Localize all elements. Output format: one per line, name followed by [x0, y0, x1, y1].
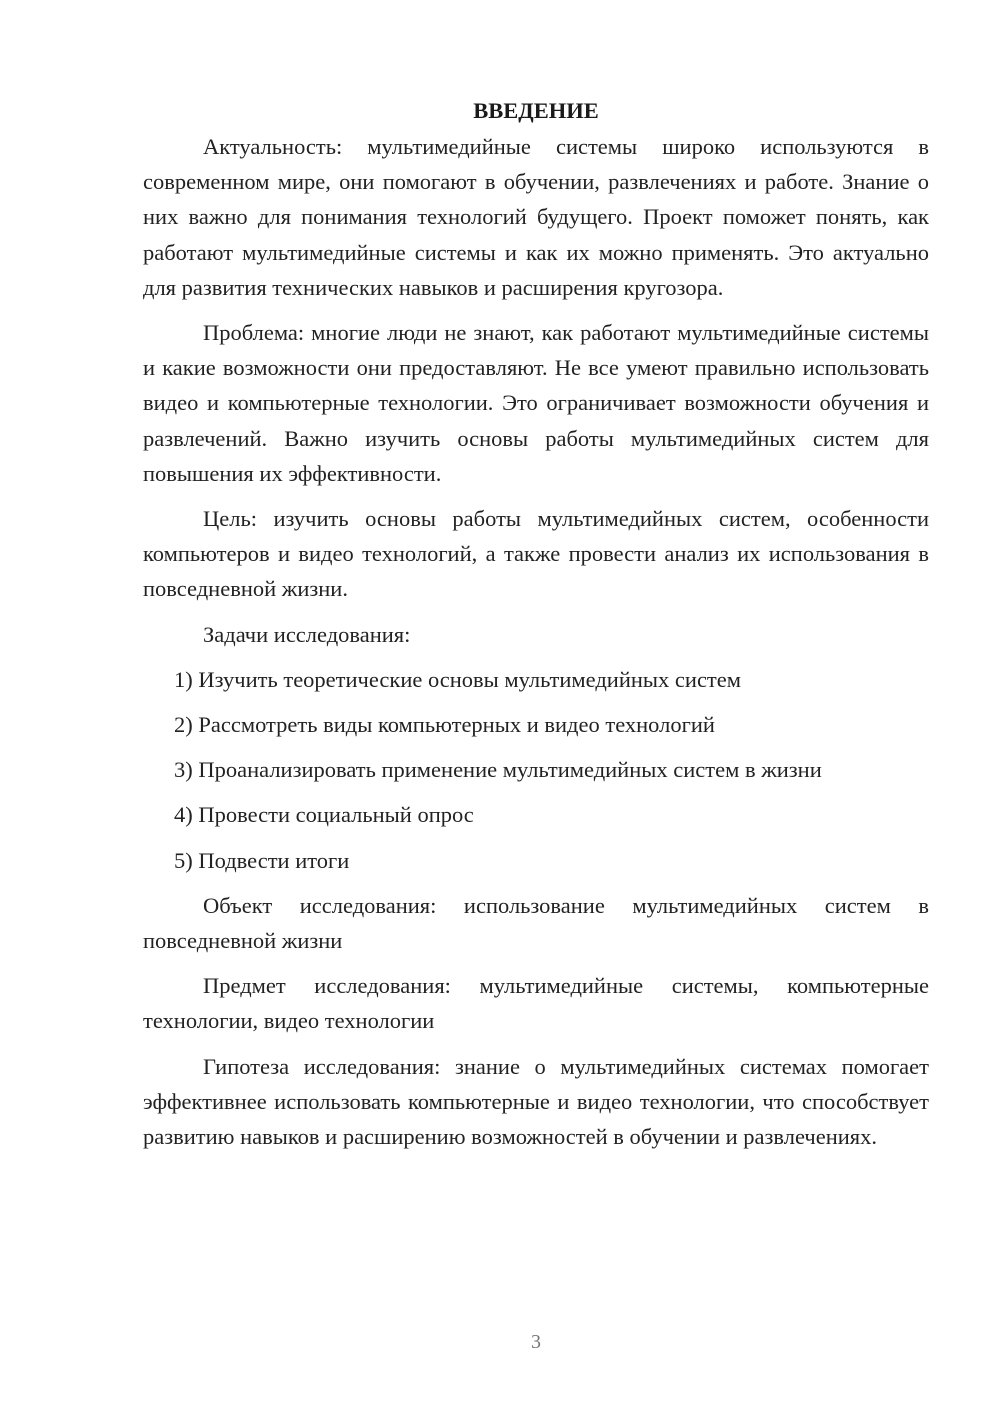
- tasks-list: [143, 662, 929, 878]
- paragraph-relevance: Актуальность: мультимедийные системы широко используются в современном мире, они помогают в обучении, развлечениях и работе. Знание о них важно для понимания технологий будущего. Проект поможет понять, как работают мультимедийные системы и как их можно применять. Это актуально для развития технических навыков и расширения кругозора.: [143, 134, 929, 300]
- task-item: 1) Изучить теоретические основы мультимедийных систем: [174, 666, 741, 692]
- task-item: 4) Провести социальный опрос: [174, 802, 474, 828]
- paragraph-problem: Проблема: многие люди не знают, как работают мультимедийные системы и какие возможности они предоставляют. Не все умеют правильно использовать видео и компьютерные технологии. Это ограничивает возможности обучения и развлечений. Важно изучить основы работы мультимедийных систем для повышения их эффективности.: [143, 320, 929, 486]
- paragraph-object: Объект исследования: использование мультимедийных систем в повседневной жизни: [143, 892, 929, 954]
- task-item: 3) Проанализировать применение мультимедийных систем в жизни: [174, 757, 822, 783]
- tasks-heading: Задачи исследования:: [203, 621, 411, 647]
- paragraph-hypothesis: Гипотеза исследования: знание о мультимедийных системах помогает эффективнее использовать компьютерные и видео технологии, что способствует развитию навыков и расширению возможностей в обучении и развлечениях.: [143, 1053, 929, 1150]
- task-item: 2) Рассмотреть виды компьютерных и видео технологий: [174, 712, 715, 738]
- page-title: ВВЕДЕНИЕ: [473, 98, 599, 123]
- page-number: 3: [531, 1331, 541, 1353]
- document-page: [143, 93, 929, 1164]
- paragraph-subject: Предмет исследования: мультимедийные системы, компьютерные технологии, видео технологии: [143, 973, 929, 1034]
- task-item: 5) Подвести итоги: [174, 847, 350, 873]
- paragraph-goal: Цель: изучить основы работы мультимедийных систем, особенности компьютеров и видео технологий, а также провести анализ их использования в повседневной жизни.: [143, 506, 929, 602]
